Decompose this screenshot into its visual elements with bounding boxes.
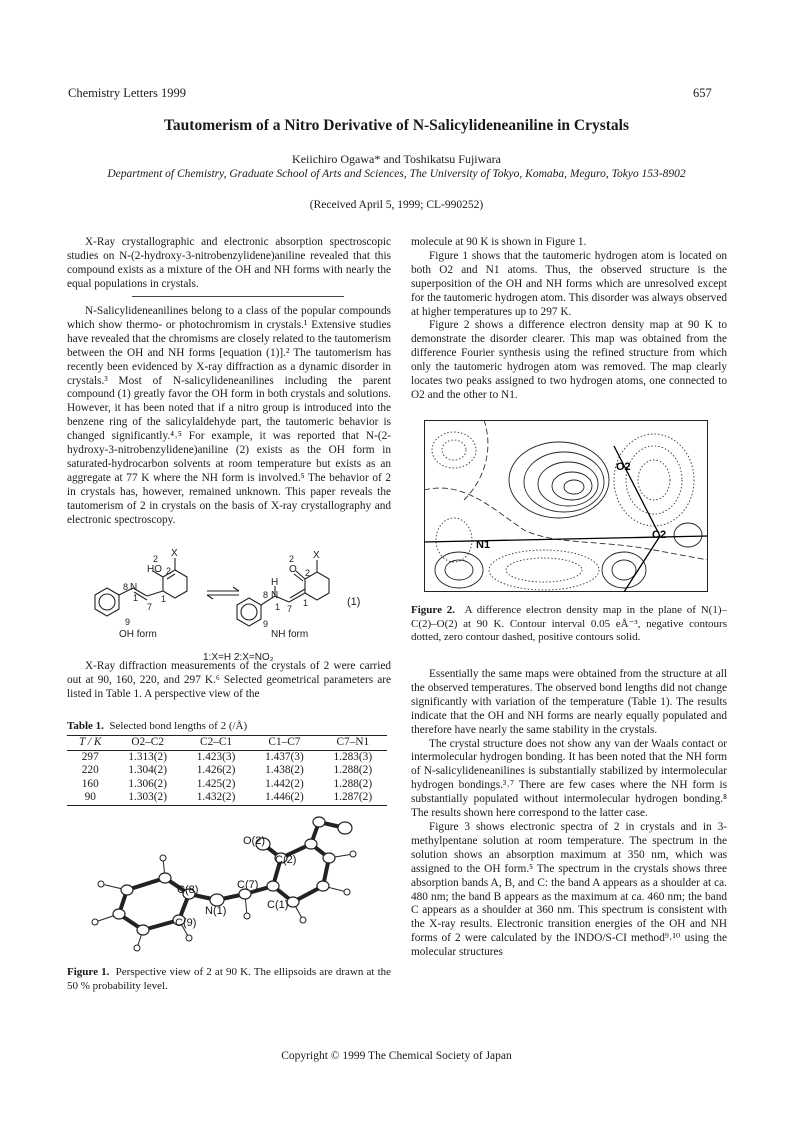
equation-number: (1) xyxy=(347,596,361,608)
article-title: Tautomerism of a Nitro Derivative of N-Salicylideneaniline in Crystals xyxy=(164,117,629,134)
table-cell: 1.426(2) xyxy=(196,764,236,777)
nh-num-8: 8 xyxy=(263,590,269,600)
table1-caption xyxy=(67,720,391,734)
eq-arrow-head-bottom xyxy=(207,595,213,599)
table-cell: 1.442(2) xyxy=(265,777,304,790)
oh-num-8: 8 xyxy=(123,582,129,592)
oh-num-1b: 1 xyxy=(161,594,167,604)
eq-arrow-head-top xyxy=(233,587,239,591)
c-atom xyxy=(121,885,133,895)
nh-h-label: H xyxy=(271,577,279,588)
map-label-o2: O2 xyxy=(616,461,631,473)
h-atom xyxy=(98,881,104,887)
table-row xyxy=(67,778,387,792)
h-atom xyxy=(300,917,306,923)
journal-header: Chemistry Letters 1999 xyxy=(68,86,187,100)
abstract-text: X-Ray crystallographic and electronic absorption spectroscopic studies on N-(2-hydroxy-3-nitrobenzylidene)aniline revealed that this compound exists as a mixture of the OH and NH forms with nearly the equal populations in crystals. xyxy=(67,236,391,290)
table1-header: T / K xyxy=(67,736,113,751)
oh-num-7: 7 xyxy=(147,602,153,612)
diffraction-text: X-Ray diffraction measurements of the crystals of 2 were carried out at 90, 160, 220, and 297 K.⁶ Selected geometrical parameters are listed in Table 1. A perspective view of the xyxy=(67,660,391,700)
oh-ho-label: HO xyxy=(147,564,162,575)
table-cell: 297 xyxy=(81,750,99,763)
c1-atom xyxy=(267,881,279,891)
nitro-o-atom xyxy=(338,822,352,834)
label-c1: C(1) xyxy=(267,899,289,911)
h-atom xyxy=(160,855,166,861)
affiliation: Department of Chemistry, Graduate School of Arts and Sciences, The University of Tokyo, Komaba, Meguro, Tokyo 153-8902 xyxy=(107,168,686,180)
h-atom xyxy=(244,913,250,919)
discussion-paragraph: Figure 3 shows electronic spectra of 2 in crystals and in 3-methylpentane solution at room temperature. The spectrum in the solution shows an absorption maximum at 350 nm, which was assigned to the OH form.⁵ The spectrum in the crystals shows three absorption bands A, B, and C: the band A appears as a shoulder at ca. 480 nm; the band B appears as the maximum at ca. 460 nm; the band C appears as a shoulder at 360 nm. This spectrum is consistent with the X-ray results. Electronic transition energies of the OH and NH forms of 2 were calculated by the INDO/S-CI method⁹˒¹⁰ using the molecular structures xyxy=(411,820,727,959)
label-n1: N(1) xyxy=(205,905,227,917)
nh-bond-o xyxy=(296,571,305,579)
nitro-n-atom xyxy=(313,817,325,827)
nh-num-9: 9 xyxy=(263,619,269,629)
nh-bond-o2 xyxy=(294,574,303,581)
table-cell: 1.313(2) xyxy=(128,750,167,763)
table-row xyxy=(67,764,387,778)
oh-num-2a: 2 xyxy=(153,554,159,564)
label-c7: C(7) xyxy=(237,879,259,891)
table-cell: 1.288(2) xyxy=(333,777,373,790)
table-cell: 160 xyxy=(81,777,99,790)
nh-num-7: 7 xyxy=(287,604,293,614)
abstract-rule xyxy=(132,296,344,297)
discussion-section xyxy=(411,668,727,960)
figure2-density-map xyxy=(424,420,708,592)
table-cell: 1.425(2) xyxy=(196,777,236,790)
table-cell: 1.438(2) xyxy=(265,764,304,777)
table-cell: 1.306(2) xyxy=(128,777,167,790)
table-cell: 1.303(2) xyxy=(113,791,181,805)
nh-num-1b: 1 xyxy=(303,598,309,608)
table1 xyxy=(67,735,387,806)
nh-num-2b: 2 xyxy=(305,568,311,578)
discussion-paragraph: The crystal structure does not show any van der Waals contact or intermolecular hydrogen bonding. It has been noted that the NH form of N-salicylideneanilines is substantially stabilized by intermolecular hydrogen bondings.³˒⁷ There are few cases where the NH form is substantially populated without intermolecular hydrogen bonding.⁸ The results shown here correspond to the latter case. xyxy=(411,737,727,820)
table1-header: C1–C7 xyxy=(250,736,318,751)
table-cell: 1.283(3) xyxy=(333,750,373,763)
oh-phenyl-aromatic xyxy=(99,594,115,610)
nh-phenyl-aromatic xyxy=(241,604,257,620)
c-atom xyxy=(305,839,317,849)
figure1-label: Figure 1. xyxy=(67,966,110,978)
c-atom xyxy=(323,853,335,863)
nh-num-2a: 2 xyxy=(289,554,295,564)
table-row xyxy=(67,750,387,764)
c-atom xyxy=(159,873,171,883)
table-cell: 1.423(3) xyxy=(196,750,236,763)
label-c2: C(2) xyxy=(275,854,297,866)
table1-header: C2–C1 xyxy=(182,736,250,751)
h-atom xyxy=(134,945,140,951)
received-date: (Received April 5, 1999; CL-990252) xyxy=(309,199,484,211)
table1-header: C7–N1 xyxy=(319,736,387,751)
table1-label: Table 1. xyxy=(67,720,104,732)
oh-x-label: X xyxy=(171,548,178,559)
table-row xyxy=(67,791,387,805)
page-number: 657 xyxy=(693,86,712,100)
oh-num-1a: 1 xyxy=(133,593,139,603)
label-c8: C(8) xyxy=(177,884,199,896)
nh-num-1a: 1 xyxy=(275,602,281,612)
nh-x-label: X xyxy=(313,550,320,561)
c-atom xyxy=(137,925,149,935)
oh-form-label: OH form xyxy=(119,629,157,640)
results-paragraph: Figure 2 shows a difference electron density map at 90 K to demonstrate the disorder clearer. This map was obtained from the difference Fourier synthesis using the refined structure from which only the tautomeric hydrogen atom was removed. The map clearly locates two peaks assigned to two hydrogen atoms, one connected to O2 and the other to N1. xyxy=(411,319,727,401)
label-o2: O(2) xyxy=(243,835,265,847)
figure2-label: Figure 2. xyxy=(411,604,456,616)
intro-section xyxy=(67,305,391,528)
oh-num-2b: 2 xyxy=(166,566,172,576)
table-cell: 1.288(2) xyxy=(333,764,373,777)
table-cell: 1.304(2) xyxy=(128,764,167,777)
table1-header: O2–C2 xyxy=(113,736,181,751)
label-c9: C(9) xyxy=(175,917,197,929)
figure2-caption-text: A difference electron density map in the plane of N(1)–C(2)–O(2) at 90 K. Contour interval 0.05 eÅ⁻³, negative contours dotted, zero contour dashed, positive contours solid. xyxy=(411,604,727,643)
h-atom xyxy=(92,919,98,925)
nh-n-label: N xyxy=(271,590,279,601)
authors: Keiichiro Ogawa* and Toshikatsu Fujiwara xyxy=(292,152,501,166)
table1-caption-text: Selected bond lengths of 2 (/Å) xyxy=(109,720,248,732)
c-atom xyxy=(317,881,329,891)
diffraction-paragraph xyxy=(67,660,391,702)
map-label-c2: C2 xyxy=(652,529,667,541)
nh-form-label: NH form xyxy=(271,629,309,640)
oh-n-label: N xyxy=(130,582,138,593)
figure1-ortep xyxy=(67,808,391,958)
c-atom xyxy=(113,909,125,919)
table-cell: 1.287(2) xyxy=(319,791,387,805)
figure1-caption xyxy=(67,966,391,993)
oh-num-9: 9 xyxy=(125,617,131,627)
map-label-n1: N1 xyxy=(476,539,491,551)
compound-definitions: 1:X=H 2:X=NO₂ xyxy=(203,652,274,663)
figure2-caption xyxy=(411,604,727,645)
h-atom xyxy=(350,851,356,857)
results-paragraph: molecule at 90 K is shown in Figure 1. xyxy=(411,236,587,248)
discussion-paragraph: Essentially the same maps were obtained from the structure at all the observed temperatures. The observed bond lengths did not change significantly with variation of the temperature (Table 1). The results indicate that the OH and NH forms are nearly equally populated and therefore have nearly the same stability in the crystals. xyxy=(411,668,727,736)
h-atom xyxy=(186,935,192,941)
intro-paragraph: N-Salicylideneanilines belong to a class of the popular compounds which show thermo- or photochromism in crystals.¹ Extensive studies have revealed that the chromisms are closely related to the tautomerism between the OH and NH forms [equation (1)].² The tautomerism has recently been evidenced by X-ray diffraction as a dynamic disorder in crystals.³ Most of N-salicylideneanilines including the parent compound (1) greatly favor the OH form in both crystals and solutions. However, it has been noted that if a nitro group is introduced into the benzene ring of the salicylaldehyde part, the tautomeric behavior is changed significantly.⁴˒⁵ For example, it was reported that N-(2-hydroxy-3-nitrobenzylidene)aniline (2) exists as the OH form in saturated-hydrocarbon solvents at room temperature but exists as an aggregate at 77 K where the NH form is involved.⁵ The behavior of 2 in crystals has, however, remained unknown. This paper reveals the tautomerism of 2 in crystals on the basis of X-ray crystallography and electronic spectroscopy. xyxy=(67,305,391,526)
c-atom xyxy=(287,897,299,907)
table-cell: 90 xyxy=(67,791,113,805)
table-cell: 1.446(2) xyxy=(250,791,318,805)
tautomer-scheme xyxy=(67,548,391,666)
nh-o-label: O xyxy=(289,564,297,575)
table-cell: 1.432(2) xyxy=(182,791,250,805)
table-cell: 220 xyxy=(81,764,99,777)
table-cell: 1.437(3) xyxy=(265,750,304,763)
results-paragraph: Figure 1 shows that the tautomeric hydrogen atom is located on both O2 and N1 atoms. Thus, the observed structure is the superposition of the OH and NH forms which are unresolved except for the tautomeric hydrogen atom. This disorder was always observed at higher temperatures up to 297 K. xyxy=(411,249,727,318)
results-section xyxy=(411,236,727,403)
h-atom xyxy=(344,889,350,895)
figure1-caption-text: Perspective view of 2 at 90 K. The ellipsoids are drawn at the 50 % probability level. xyxy=(67,966,392,992)
copyright-footer: Copyright © 1999 The Chemical Society of Japan xyxy=(281,1050,512,1062)
abstract xyxy=(67,236,391,292)
